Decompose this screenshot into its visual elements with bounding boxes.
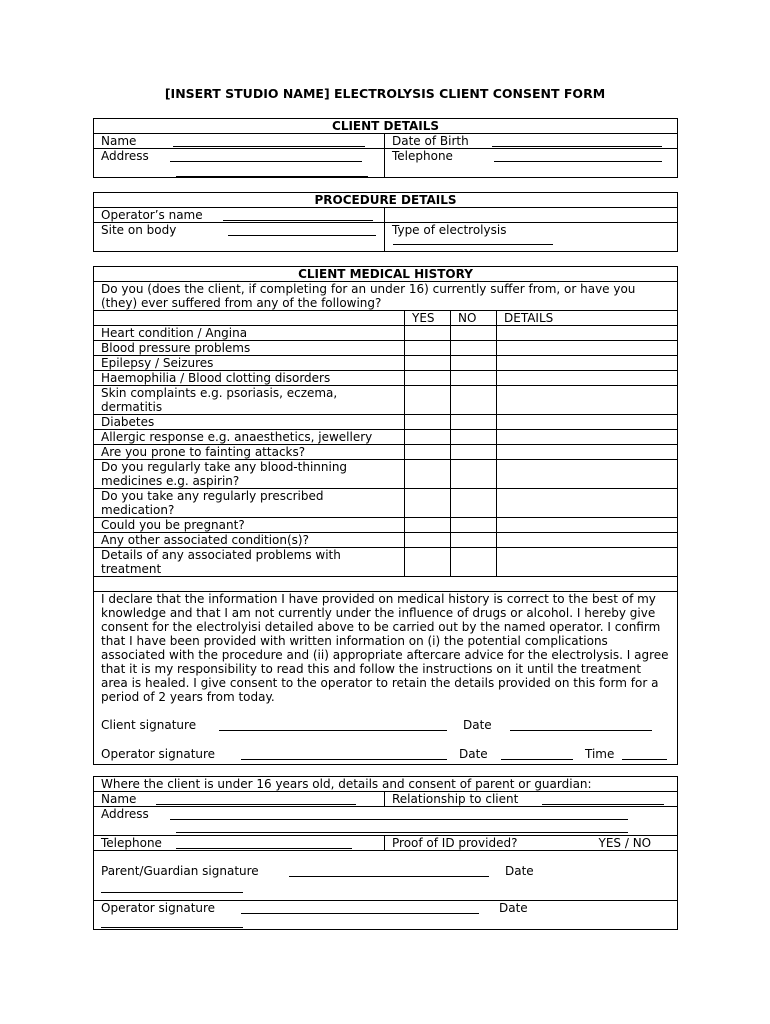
condition-label: Do you regularly take any blood-thinning medicines e.g. aspirin? <box>94 460 405 489</box>
condition-label: Any other associated condition(s)? <box>94 533 405 548</box>
details-cell[interactable] <box>497 548 678 577</box>
condition-col-header <box>94 311 405 326</box>
proof-of-id-cell <box>385 836 678 851</box>
operator-signature-label: Operator signature <box>101 747 216 761</box>
details-col-header: DETAILS <box>497 311 678 326</box>
proof-of-id-yes-no[interactable]: YES / NO <box>598 836 652 850</box>
yes-cell[interactable] <box>405 371 451 386</box>
operator-date-field[interactable] <box>501 747 573 760</box>
medical-history-section <box>93 266 678 765</box>
guardian-section <box>93 776 678 930</box>
medical-history-heading: CLIENT MEDICAL HISTORY <box>94 267 678 282</box>
guardian-name-label: Name <box>101 792 137 806</box>
condition-label: Diabetes <box>94 415 405 430</box>
guardian-signature-field[interactable] <box>289 864 489 877</box>
guardian-telephone-cell <box>94 836 385 851</box>
client-telephone-cell <box>385 149 678 178</box>
condition-label: Blood pressure problems <box>94 341 405 356</box>
guardian-operator-date-field[interactable] <box>101 915 243 928</box>
details-cell[interactable] <box>497 489 678 518</box>
table-row <box>94 460 678 489</box>
condition-label: Heart condition / Angina <box>94 326 405 341</box>
table-row <box>94 341 678 356</box>
yes-cell[interactable] <box>405 518 451 533</box>
yes-cell[interactable] <box>405 415 451 430</box>
condition-label: Haemophilia / Blood clotting disorders <box>94 371 405 386</box>
guardian-telephone-label: Telephone <box>101 836 162 850</box>
client-date-field[interactable] <box>510 718 652 731</box>
operator-date-label: Date <box>459 747 488 761</box>
table-row <box>94 430 678 445</box>
guardian-address-label: Address <box>101 807 149 821</box>
yes-col-header: YES <box>405 311 451 326</box>
details-cell[interactable] <box>497 371 678 386</box>
yes-cell[interactable] <box>405 356 451 371</box>
table-row <box>94 326 678 341</box>
client-signature-field[interactable] <box>219 718 447 731</box>
no-cell[interactable] <box>451 415 497 430</box>
yes-cell[interactable] <box>405 489 451 518</box>
operator-name-cell <box>94 208 385 223</box>
guardian-operator-date-label: Date <box>499 901 528 915</box>
details-cell[interactable] <box>497 430 678 445</box>
time-field[interactable] <box>622 747 667 760</box>
procedure-details-heading: PROCEDURE DETAILS <box>94 193 678 208</box>
client-name-cell <box>94 134 385 149</box>
condition-label: Details of any associated problems with treatment <box>94 548 405 577</box>
no-cell[interactable] <box>451 430 497 445</box>
table-row <box>94 518 678 533</box>
relationship-label: Relationship to client <box>392 792 519 806</box>
details-cell[interactable] <box>497 356 678 371</box>
site-on-body-field[interactable] <box>228 223 376 236</box>
table-row <box>94 371 678 386</box>
no-cell[interactable] <box>451 548 497 577</box>
condition-label: Do you take any regularly prescribed medication? <box>94 489 405 518</box>
guardian-name-field[interactable] <box>156 792 356 805</box>
client-details-heading: CLIENT DETAILS <box>94 119 678 134</box>
guardian-signature-cell <box>94 851 678 901</box>
client-address-cell <box>94 149 385 178</box>
no-cell[interactable] <box>451 356 497 371</box>
client-address-field-2[interactable] <box>176 164 368 177</box>
client-address-label: Address <box>101 149 149 163</box>
guardian-signature-row <box>101 864 670 878</box>
guardian-telephone-field[interactable] <box>176 836 352 849</box>
yes-cell[interactable] <box>405 326 451 341</box>
yes-cell[interactable] <box>405 430 451 445</box>
operator-signature-row <box>101 747 670 761</box>
details-cell[interactable] <box>497 518 678 533</box>
client-details-section <box>93 118 678 178</box>
table-row <box>94 415 678 430</box>
guardian-operator-signature-row <box>101 901 670 915</box>
no-cell[interactable] <box>451 460 497 489</box>
guardian-signature-label: Parent/Guardian signature <box>101 864 259 878</box>
client-dob-cell <box>385 134 678 149</box>
no-cell[interactable] <box>451 518 497 533</box>
guardian-operator-signature-cell <box>94 901 678 930</box>
client-telephone-label: Telephone <box>392 149 453 163</box>
details-cell[interactable] <box>497 415 678 430</box>
no-col-header: NO <box>451 311 497 326</box>
guardian-address-cell <box>94 807 678 836</box>
relationship-field[interactable] <box>542 792 664 805</box>
relationship-cell <box>385 792 678 807</box>
client-dob-field[interactable] <box>492 134 662 147</box>
proof-of-id-label: Proof of ID provided? <box>392 836 518 850</box>
table-row <box>94 533 678 548</box>
yes-cell[interactable] <box>405 548 451 577</box>
table-row <box>94 548 678 577</box>
condition-label: Could you be pregnant? <box>94 518 405 533</box>
details-cell[interactable] <box>497 386 678 415</box>
details-cell[interactable] <box>497 533 678 548</box>
guardian-operator-signature-label: Operator signature <box>101 901 216 915</box>
table-row <box>94 489 678 518</box>
client-date-label: Date <box>463 718 492 732</box>
spacer-row <box>94 577 678 592</box>
yes-cell[interactable] <box>405 533 451 548</box>
table-row <box>94 386 678 415</box>
site-on-body-cell <box>94 223 385 252</box>
electrolysis-type-cell <box>385 223 678 252</box>
condition-label: Are you prone to fainting attacks? <box>94 445 405 460</box>
client-address-field-1[interactable] <box>170 149 362 162</box>
no-cell[interactable] <box>451 371 497 386</box>
operator-signature-field[interactable] <box>241 747 447 760</box>
procedure-details-section <box>93 192 678 252</box>
client-name-field[interactable] <box>173 134 365 147</box>
guardian-name-cell <box>94 792 385 807</box>
medical-history-question: Do you (does the client, if completing for an under 16) currently suffer from, or have you (they) ever suffered from any of the following? <box>94 282 678 311</box>
table-row <box>94 445 678 460</box>
details-cell[interactable] <box>497 341 678 356</box>
client-name-label: Name <box>101 134 137 148</box>
no-cell[interactable] <box>451 341 497 356</box>
client-signature-label: Client signature <box>101 718 197 732</box>
no-cell[interactable] <box>451 445 497 460</box>
operator-name-empty-cell <box>385 208 678 223</box>
yes-cell[interactable] <box>405 460 451 489</box>
client-telephone-field[interactable] <box>494 149 662 162</box>
details-cell[interactable] <box>497 445 678 460</box>
no-cell[interactable] <box>451 489 497 518</box>
time-label: Time <box>585 747 615 761</box>
declaration-text: I declare that the information I have provided on medical history is correct to the best of my knowledge and that I am not currently under the influence of drugs or alcohol. I hereby give consent for the electrolyisi detailed above to be carried out by the named operator. I confirm that I have been provided with written information on (i) the potential complications associated with the procedure and (ii) appropriate aftercare advice for the electrolysis. I agree that it is my responsibility to read this and follow the instructions on it until the treatment area is healed. I give consent to the operator to retain the details provided on this form for a period of 2 years from today. <box>101 592 669 704</box>
client-dob-label: Date of Birth <box>392 134 469 148</box>
operator-name-label: Operator’s name <box>101 208 203 222</box>
operator-name-field[interactable] <box>223 208 373 221</box>
guardian-operator-signature-field[interactable] <box>241 901 479 914</box>
condition-label: Allergic response e.g. anaesthetics, jewellery <box>94 430 405 445</box>
guardian-date-field[interactable] <box>101 880 243 893</box>
guardian-heading: Where the client is under 16 years old, details and consent of parent or guardian: <box>94 777 678 792</box>
client-signature-row <box>101 718 670 732</box>
electrolysis-type-field[interactable] <box>393 232 553 245</box>
form-title: [INSERT STUDIO NAME] ELECTROLYSIS CLIENT CONSENT FORM <box>164 86 606 101</box>
condition-label: Skin complaints e.g. psoriasis, eczema, dermatitis <box>94 386 405 415</box>
declaration-cell <box>94 592 678 765</box>
no-cell[interactable] <box>451 533 497 548</box>
guardian-date-label: Date <box>505 864 534 878</box>
yes-cell[interactable] <box>405 386 451 415</box>
details-cell[interactable] <box>497 326 678 341</box>
electrolysis-type-label: Type of electrolysis <box>392 223 507 237</box>
table-row <box>94 356 678 371</box>
no-cell[interactable] <box>451 386 497 415</box>
guardian-address-field-1[interactable] <box>170 807 628 820</box>
guardian-address-field-2[interactable] <box>176 820 628 833</box>
site-on-body-label: Site on body <box>101 223 177 237</box>
condition-label: Epilepsy / Seizures <box>94 356 405 371</box>
details-cell[interactable] <box>497 460 678 489</box>
no-cell[interactable] <box>451 326 497 341</box>
yes-cell[interactable] <box>405 445 451 460</box>
yes-cell[interactable] <box>405 341 451 356</box>
